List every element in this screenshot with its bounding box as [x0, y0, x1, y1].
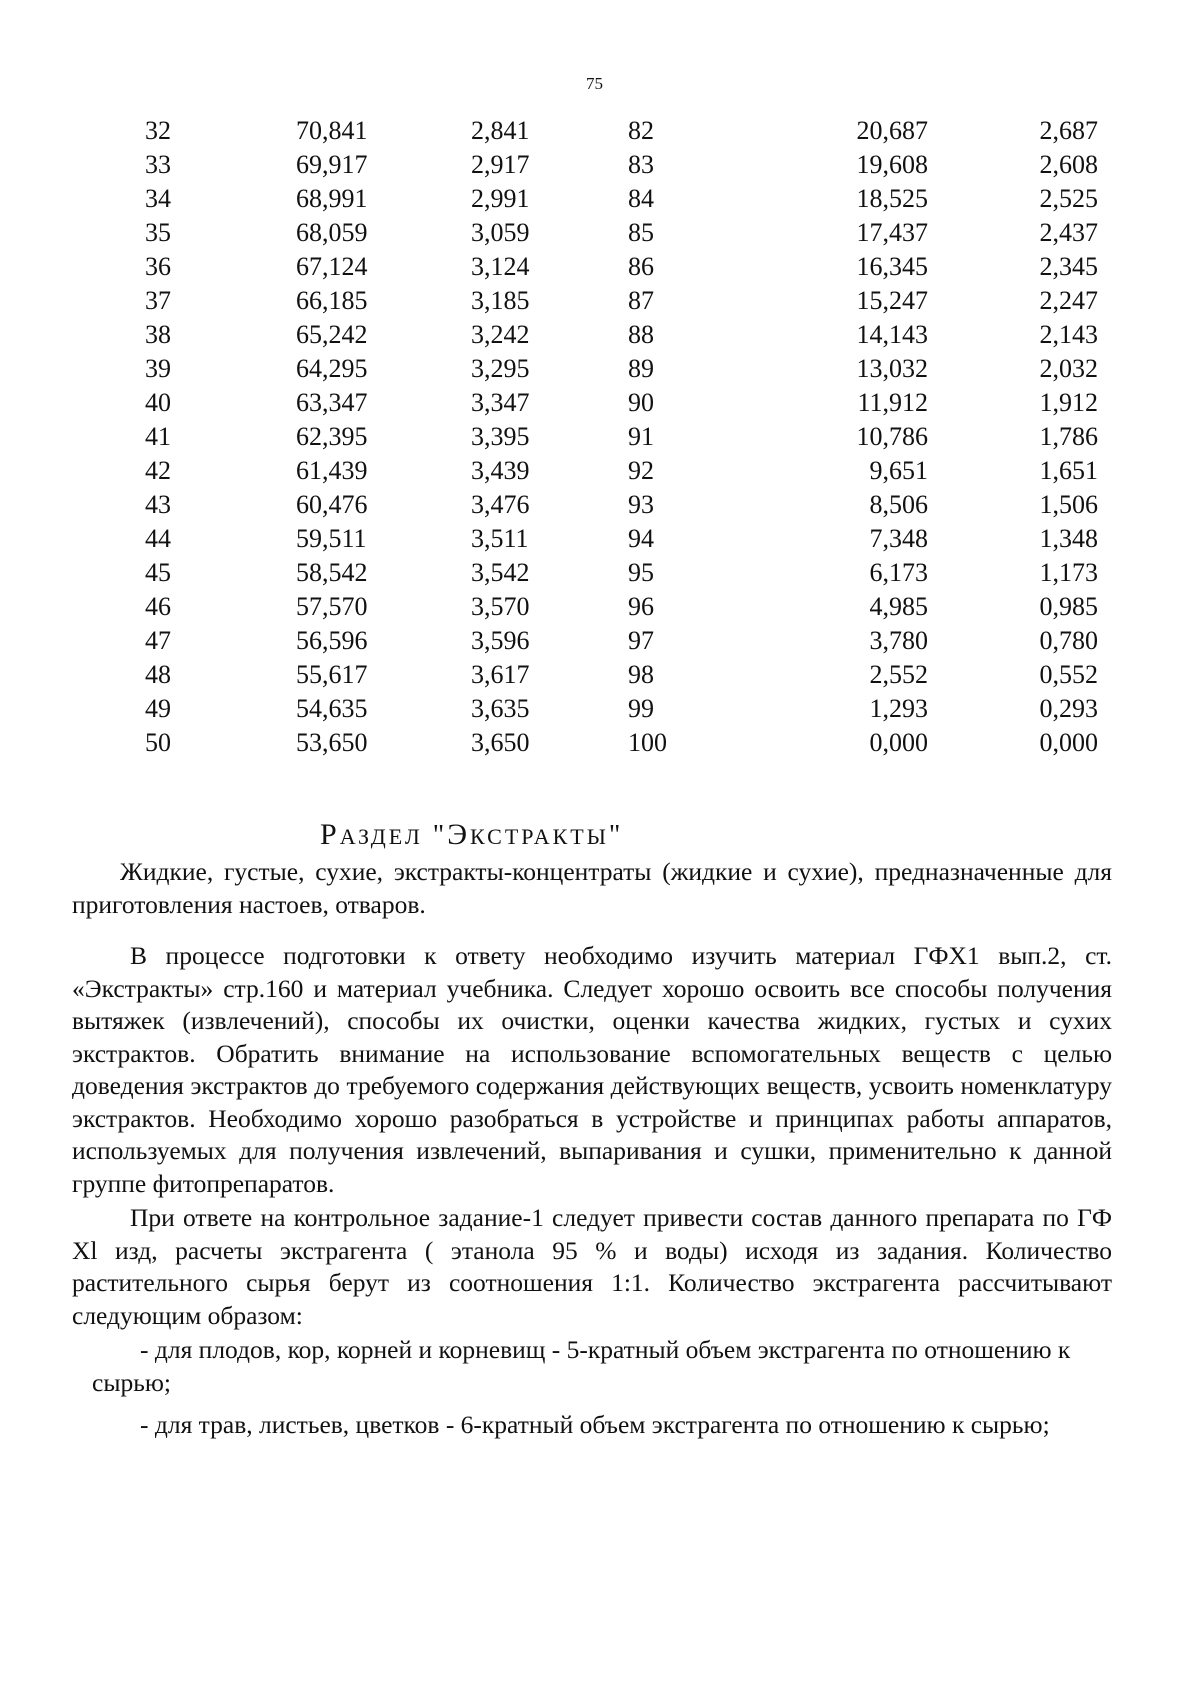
table-row: [118, 522, 1098, 556]
table-cell: 1,651: [1039, 456, 1098, 485]
table-cell: 1,173: [1039, 558, 1098, 587]
table-cell: 60,476: [296, 490, 368, 519]
table-row: [118, 216, 1098, 250]
table-row: [118, 420, 1098, 454]
table-cell: 58,542: [296, 558, 368, 587]
table-cell: 62,395: [296, 422, 368, 451]
table-cell: 43: [145, 490, 171, 519]
table-cell: 2,143: [1039, 320, 1098, 349]
table-cell: 14,143: [856, 320, 928, 349]
table-cell: 41: [145, 422, 171, 451]
table-cell: 32: [145, 116, 171, 145]
table-cell: 69,917: [296, 150, 368, 179]
table-cell: 3,124: [471, 252, 530, 281]
heading-initial-2: Э: [447, 818, 471, 851]
table-cell: 36: [145, 252, 171, 281]
table-cell: 40: [145, 388, 171, 417]
table-cell: 56,596: [296, 626, 368, 655]
table-row: [118, 114, 1098, 148]
table-cell: 65,242: [296, 320, 368, 349]
table-cell: 13,032: [856, 354, 928, 383]
table-cell: 39: [145, 354, 171, 383]
table-row: [118, 658, 1098, 692]
table-row: [118, 318, 1098, 352]
table-cell: 68,059: [296, 218, 368, 247]
table-cell: 8,506: [869, 490, 928, 519]
table-cell: 68,991: [296, 184, 368, 213]
table-cell: 46: [145, 592, 171, 621]
table-cell: 38: [145, 320, 171, 349]
heading-quote-open: ": [432, 820, 448, 851]
table-cell: 3,596: [471, 626, 530, 655]
table-cell: 82: [628, 116, 654, 145]
table-cell: 98: [628, 660, 654, 689]
table-cell: 97: [628, 626, 654, 655]
table-row: [118, 386, 1098, 420]
table-cell: 64,295: [296, 354, 368, 383]
table-cell: 100: [628, 728, 667, 757]
table-cell: 88: [628, 320, 654, 349]
heading-word-2: КСТРАКТЫ: [470, 824, 609, 849]
table-cell: 37: [145, 286, 171, 315]
table-cell: 10,786: [856, 422, 928, 451]
table-cell: 54,635: [296, 694, 368, 723]
table-cell: 20,687: [856, 116, 928, 145]
table-row: [118, 624, 1098, 658]
table-cell: 66,185: [296, 286, 368, 315]
table-cell: 17,437: [856, 218, 928, 247]
table-cell: 35: [145, 218, 171, 247]
table-cell: 3,395: [471, 422, 530, 451]
table-cell: 57,570: [296, 592, 368, 621]
table-cell: 7,348: [869, 524, 928, 553]
table-row: [118, 590, 1098, 624]
table-row: [118, 692, 1098, 726]
table-cell: 1,348: [1039, 524, 1098, 553]
table-cell: 2,345: [1039, 252, 1098, 281]
table-cell: 4,985: [869, 592, 928, 621]
table-cell: 42: [145, 456, 171, 485]
table-cell: 19,608: [856, 150, 928, 179]
table-cell: 18,525: [856, 184, 928, 213]
table-cell: 63,347: [296, 388, 368, 417]
table-cell: 2,525: [1039, 184, 1098, 213]
table-cell: 16,345: [856, 252, 928, 281]
table-cell: 3,185: [471, 286, 530, 315]
table-row: [118, 250, 1098, 284]
heading-word-1: АЗДЕЛ: [339, 824, 423, 849]
table-cell: 90: [628, 388, 654, 417]
list-item: - для трав, листьев, цветков - 6-кратный объем экстрагента по отношению к сырью;: [140, 1410, 1050, 1439]
table-cell: 0,000: [869, 728, 928, 757]
table-cell: 87: [628, 286, 654, 315]
table-row: [118, 488, 1098, 522]
table-cell: 2,437: [1039, 218, 1098, 247]
table-cell: 3,570: [471, 592, 530, 621]
table-cell: 1,786: [1039, 422, 1098, 451]
paragraph-control-task: При ответе на контрольное задание-1 следует привести состав данного препарата по ГФ Xl изд, расчеты экстрагента ( этанола 95 % и воды) исходя из задания. Количество растительного сырья берут из соотношения 1:1. Количество экстрагента рассчитывают следующим образом:: [72, 1203, 1112, 1330]
table-cell: 93: [628, 490, 654, 519]
table-row: [118, 148, 1098, 182]
table-cell: 53,650: [296, 728, 368, 757]
table-cell: 70,841: [296, 116, 368, 145]
table-cell: 2,991: [471, 184, 530, 213]
table-cell: 3,511: [471, 524, 529, 553]
table-cell: 1,506: [1039, 490, 1098, 519]
page-number: 75: [586, 74, 603, 93]
table-cell: 0,293: [1039, 694, 1098, 723]
table-cell: 15,247: [856, 286, 928, 315]
table-cell: 86: [628, 252, 654, 281]
table-cell: 3,059: [471, 218, 530, 247]
table-cell: 2,247: [1039, 286, 1098, 315]
table-cell: 99: [628, 694, 654, 723]
paragraph-preparation: В процессе подготовки к ответу необходимо изучить материал ГФХ1 вып.2, ст. «Экстракты» стр.160 и материал учебника. Следует хорошо освоить все способы получения вытяжек (извлечений), способы их очистки, оценки качества жидких, густых и сухих экстрактов. Обратить внимание на использование вспомогательных веществ с целью доведения экстрактов до требуемого содержания действующих веществ, усвоить номенклатуру экстрактов. Необходимо хорошо разобраться в устройстве и принципах работы аппаратов, используемых для получения извлечений, выпаривания и сушки, применительно к данной группе фитопрепаратов.: [72, 941, 1112, 1198]
table-row: [118, 182, 1098, 216]
table-cell: 0,552: [1039, 660, 1098, 689]
table-cell: 89: [628, 354, 654, 383]
table-cell: 9,651: [869, 456, 928, 485]
paragraph-extract-types: Жидкие, густые, сухие, экстракты-концентраты (жидкие и сухие), предназначенные для приготовления настоев, отваров.: [72, 857, 1112, 919]
table-cell: 3,347: [471, 388, 530, 417]
table-cell: 50: [145, 728, 171, 757]
table-cell: 3,542: [471, 558, 530, 587]
table-cell: 83: [628, 150, 654, 179]
table-cell: 3,439: [471, 456, 530, 485]
table-cell: 34: [145, 184, 171, 213]
table-row: [118, 726, 1098, 760]
table-cell: 67,124: [296, 252, 368, 281]
table-cell: 2,687: [1039, 116, 1098, 145]
table-cell: 48: [145, 660, 171, 689]
table-cell: 84: [628, 184, 654, 213]
table-cell: 3,295: [471, 354, 530, 383]
table-cell: 1,293: [869, 694, 928, 723]
table-cell: 59,511: [296, 524, 367, 553]
table-cell: 0,985: [1039, 592, 1098, 621]
table-cell: 3,617: [471, 660, 530, 689]
table-cell: 3,635: [471, 694, 530, 723]
table-cell: 61,439: [296, 456, 368, 485]
table-cell: 85: [628, 218, 654, 247]
table-cell: 0,000: [1039, 728, 1098, 757]
table-cell: 44: [145, 524, 171, 553]
table-row: [118, 454, 1098, 488]
table-cell: 96: [628, 592, 654, 621]
data-table: [118, 114, 1098, 760]
table-cell: 92: [628, 456, 654, 485]
table-cell: 47: [145, 626, 171, 655]
table-cell: 2,917: [471, 150, 530, 179]
table-row: [118, 284, 1098, 318]
table-cell: 94: [628, 524, 654, 553]
table-cell: 49: [145, 694, 171, 723]
table-cell: 0,780: [1039, 626, 1098, 655]
table-cell: 33: [145, 150, 171, 179]
heading-quote-close: ": [608, 820, 624, 851]
table-cell: 2,841: [471, 116, 530, 145]
list-item: - для плодов, кор, корней и корневищ - 5-кратный объем экстрагента по отношению к сырью;: [92, 1335, 1071, 1397]
table-cell: 55,617: [296, 660, 368, 689]
table-cell: 3,780: [869, 626, 928, 655]
table-cell: 2,552: [869, 660, 928, 689]
table-cell: 1,912: [1039, 388, 1098, 417]
table-cell: 45: [145, 558, 171, 587]
table-row: [118, 556, 1098, 590]
table-cell: 95: [628, 558, 654, 587]
table-row: [118, 352, 1098, 386]
table-cell: 3,650: [471, 728, 530, 757]
table-cell: 2,032: [1039, 354, 1098, 383]
heading-initial-1: Р: [320, 818, 340, 851]
table-cell: 3,476: [471, 490, 530, 519]
table-cell: 3,242: [471, 320, 530, 349]
table-cell: 6,173: [869, 558, 928, 587]
table-cell: 91: [628, 422, 654, 451]
table-cell: 11,912: [857, 388, 928, 417]
section-heading: [320, 818, 623, 852]
table-cell: 2,608: [1039, 150, 1098, 179]
